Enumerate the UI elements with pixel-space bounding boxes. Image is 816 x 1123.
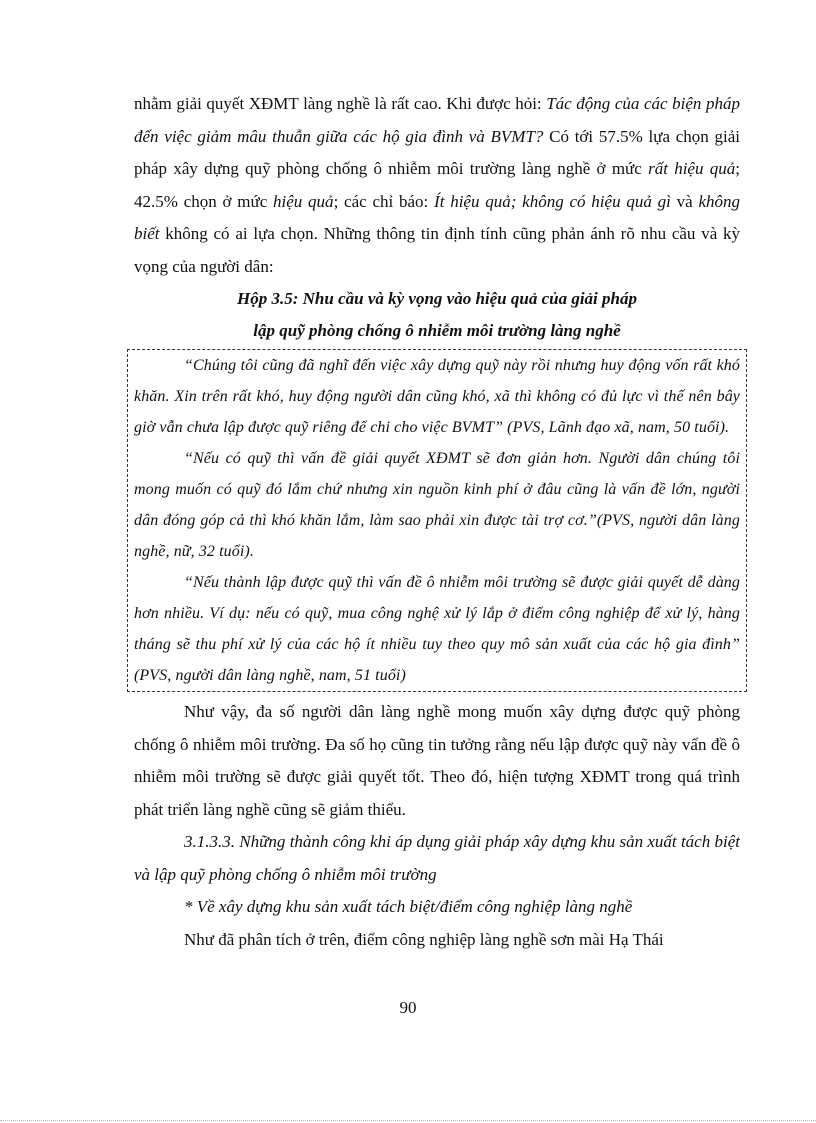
document-page [134,88,740,956]
body-paragraph-3: Như đã phân tích ở trên, điểm công nghiệp làng nghề sơn mài Hạ Thái [184,929,664,949]
quote-box [127,349,747,692]
italic-term: không biết [134,191,740,243]
italic-term: Ít hiệu quả; không có hiệu quả gì [434,191,671,211]
question-text: Tác động của các biện pháp đến việc giảm mâu thuẫn giữa các hộ gia đình và BVMT? [134,94,740,146]
body-paragraph-2: Như vậy, đa số người dân làng nghề mong muốn xây dựng được quỹ phòng chống ô nhiễm môi trường. Đa số họ cũng tin tưởng rằng nếu lập được quỹ này vấn đề ô nhiễm môi trường sẽ được giải quyết tốt. Theo đó, hiện tượng XĐMT trong quá trình phát triển làng nghề cũng sẽ giảm thiểu. [134,702,740,819]
box-caption-line-2: lập quỹ phòng chống ô nhiễm môi trường làng nghề [253,321,621,340]
text-run: nhằm giải quyết XĐMT làng nghề là rất cao. Khi được hỏi: [134,94,547,113]
body-paragraph-1 [134,88,740,283]
page-number: 90 [399,998,417,1017]
quote-3: “Nếu thành lập được quỹ thì vấn đề ô nhiễm môi trường sẽ được giải quyết dễ dàng hơn nhiều. Ví dụ: nếu có quỹ, mua công nghệ xử lý lắp ở điểm công nghiệp để xử lý, hàng tháng sẽ thu phí xử lý của các hộ ít nhiều tuy theo quy mô sản xuất của các hộ gia đình” (PVS, người dân làng nghề, nam, 51 tuổi) [134,574,740,684]
text-run: và [670,191,699,211]
italic-term: rất hiệu quả [648,159,736,178]
text-run: không có ai lựa chọn. Những thông tin định tính cũng phản ánh rõ nhu cầu và kỳ vọng của người dân: [134,224,740,276]
italic-term: hiệu quả [273,191,334,211]
box-caption-line-1: Hộp 3.5: Nhu cầu và kỳ vọng vào hiệu quả của giải pháp [237,289,637,308]
section-heading: 3.1.3.3. Những thành công khi áp dụng giải pháp xây dựng khu sản xuất tách biệt và lập quỹ phòng chống ô nhiễm môi trường [134,832,740,884]
text-run: Có tới 57.5% lựa chọn giải pháp xây dựng quỹ phòng chống ô nhiễm môi trường làng nghề ở mức [134,126,740,178]
text-run: ; 42.5% chọn ở mức [134,159,740,211]
page-bottom-divider [0,1120,816,1121]
quote-1: “Chúng tôi cũng đã nghĩ đến việc xây dựng quỹ này rồi nhưng huy động vốn rất khó khăn. Xin trên rất khó, huy động người dân cũng khó, xã thì không có đủ lực vì thế nên bây giờ vẫn chưa lập được quỹ riêng để chi cho việc BVMT” (PVS, Lãnh đạo xã, nam, 50 tuổi). [134,357,740,436]
text-run: ; các chỉ báo: [333,191,435,211]
quote-2: “Nếu có quỹ thì vấn đề giải quyết XĐMT sẽ đơn giản hơn. Người dân chúng tôi mong muốn có quỹ đó lắm chứ nhưng xin nguồn kinh phí ở đâu cũng là vấn đề lớn, người dân đóng góp cả thì khó khăn lắm, làm sao phải xin được tài trợ cơ.”(PVS, người dân làng nghề, nữ, 32 tuổi). [134,450,740,560]
subsection-heading: * Về xây dựng khu sản xuất tách biệt/điểm công nghiệp làng nghề [184,897,633,916]
